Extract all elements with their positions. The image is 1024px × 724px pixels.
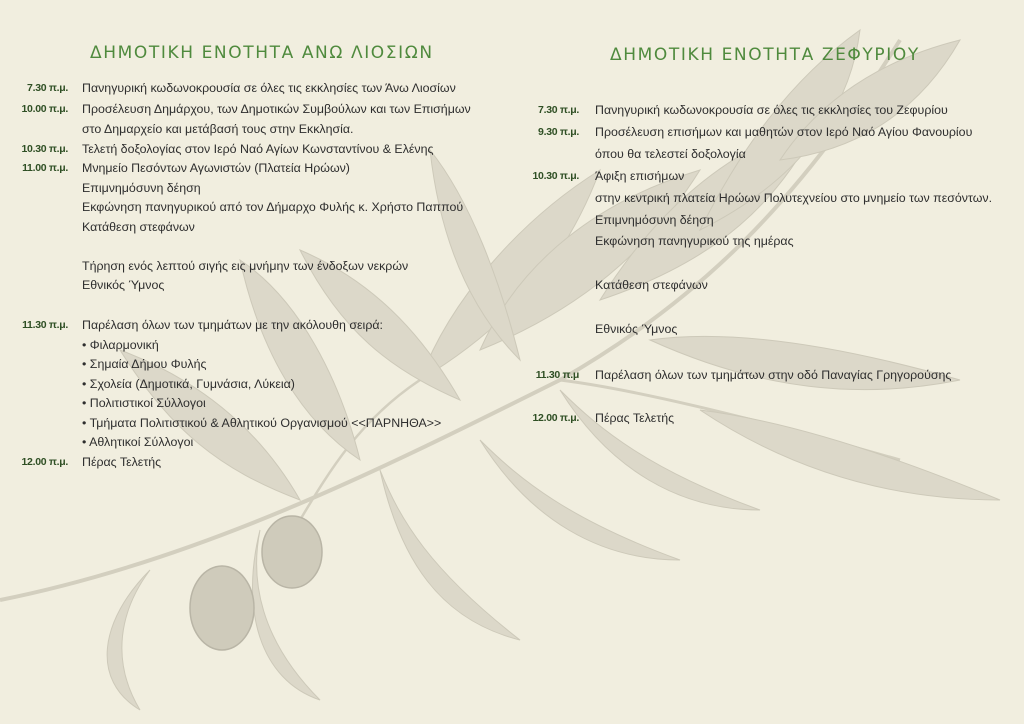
entry-text: Επιμνημόσυνη δέηση — [82, 180, 201, 195]
entry-time: 10.00 π.μ. — [21, 103, 68, 115]
entry-time: 12.00 π.μ. — [21, 456, 68, 468]
list-item: • Αθλητικοί Σύλλογοι — [82, 433, 441, 453]
entry-text: στο Δημαρχείο και μετάβασή τους στην Εκκλησία. — [82, 121, 354, 136]
entry-time: 11.30 π.μ. — [22, 319, 68, 331]
left-title: ΔΗΜΟΤΙΚΗ ΕΝΟΤΗΤΑ ΑΝΩ ΛΙΟΣΙΩΝ — [90, 43, 434, 63]
entry-text: στην κεντρική πλατεία Ηρώων Πολυτεχνείου στο μνημείο των πεσόντων. — [595, 190, 993, 205]
entry-time: 11.00 π.μ. — [22, 162, 68, 174]
entry-text: Εκφώνηση πανηγυρικού της ημέρας — [595, 234, 794, 249]
entry-text: Εθνικός Ύμνος — [82, 278, 165, 292]
entry-text: Τελετή δοξολογίας στον Ιερό Ναό Αγίων Κωνσταντίνου & Ελένης — [82, 142, 434, 156]
entry-time: 9.30 π.μ. — [538, 126, 579, 138]
entry-time: 12.00 π.μ. — [532, 412, 579, 424]
entry-text: Πέρας Τελετής — [82, 455, 162, 469]
entry-time: 10.30 π.μ. — [532, 170, 579, 182]
list-item: • Τμήματα Πολιτιστικού & Αθλητικού Οργανισμού <<ΠΑΡΝΗΘΑ>> — [82, 414, 441, 434]
entry-text: Πανηγυρική κωδωνοκρουσία σε όλες τις εκκλησίες του Ζεφυρίου — [595, 103, 948, 117]
entry-time: 7.30 π.μ. — [538, 104, 579, 116]
entry-text: Παρέλαση όλων των τμημάτων με την ακόλουθη σειρά: — [82, 318, 383, 332]
entry-text: Μνημείο Πεσόντων Αγωνιστών (Πλατεία Ηρώων) — [82, 161, 350, 175]
entry-time: 10.30 π.μ. — [21, 143, 68, 155]
entry-text: Πέρας Τελετής — [595, 411, 675, 425]
entry-text: Πανηγυρική κωδωνοκρουσία σε όλες τις εκκλησίες των Άνω Λιοσίων — [82, 81, 456, 95]
entry-time: 7.30 π.μ. — [27, 82, 68, 94]
list-item: • Πολιτιστικοί Σύλλογοι — [82, 394, 441, 414]
entry-text: Άφιξη επισήμων — [595, 169, 685, 183]
list-item: • Φιλαρμονική — [82, 336, 441, 356]
right-title: ΔΗΜΟΤΙΚΗ ΕΝΟΤΗΤΑ ΖΕΦΥΡΙΟΥ — [610, 45, 920, 65]
entry-time: 11.30 π.μ — [535, 369, 579, 381]
entry-text: Τήρηση ενός λεπτού σιγής εις μνήμην των ένδοξων νεκρών — [82, 258, 409, 273]
list-item: • Σχολεία (Δημοτικά, Γυμνάσια, Λύκεια) — [82, 375, 441, 395]
list-item: • Σημαία Δήμου Φυλής — [82, 355, 441, 375]
entry-text: όπου θα τελεστεί δοξολογία — [595, 146, 746, 161]
entry-text: Κατάθεση στεφάνων — [82, 219, 195, 234]
entry-text: Κατάθεση στεφάνων — [595, 277, 708, 292]
entry-text: Εκφώνηση πανηγυρικού από τον Δήμαρχο Φυλής κ. Χρήστο Παππού — [82, 200, 464, 214]
entry-text: Προσέλευση Δημάρχου, των Δημοτικών Συμβούλων και των Επισήμων — [82, 102, 471, 116]
entry-text: Εθνικός Ύμνος — [595, 321, 678, 336]
entry-text: Επιμνημόσυνη δέηση — [595, 212, 714, 227]
entry-text: Προσέλευση επισήμων και μαθητών στον Ιερό Ναό Αγίου Φανουρίου — [595, 125, 973, 139]
entry-text: Παρέλαση όλων των τμημάτων στην οδό Παναγίας Γρηγορούσης — [595, 368, 952, 382]
